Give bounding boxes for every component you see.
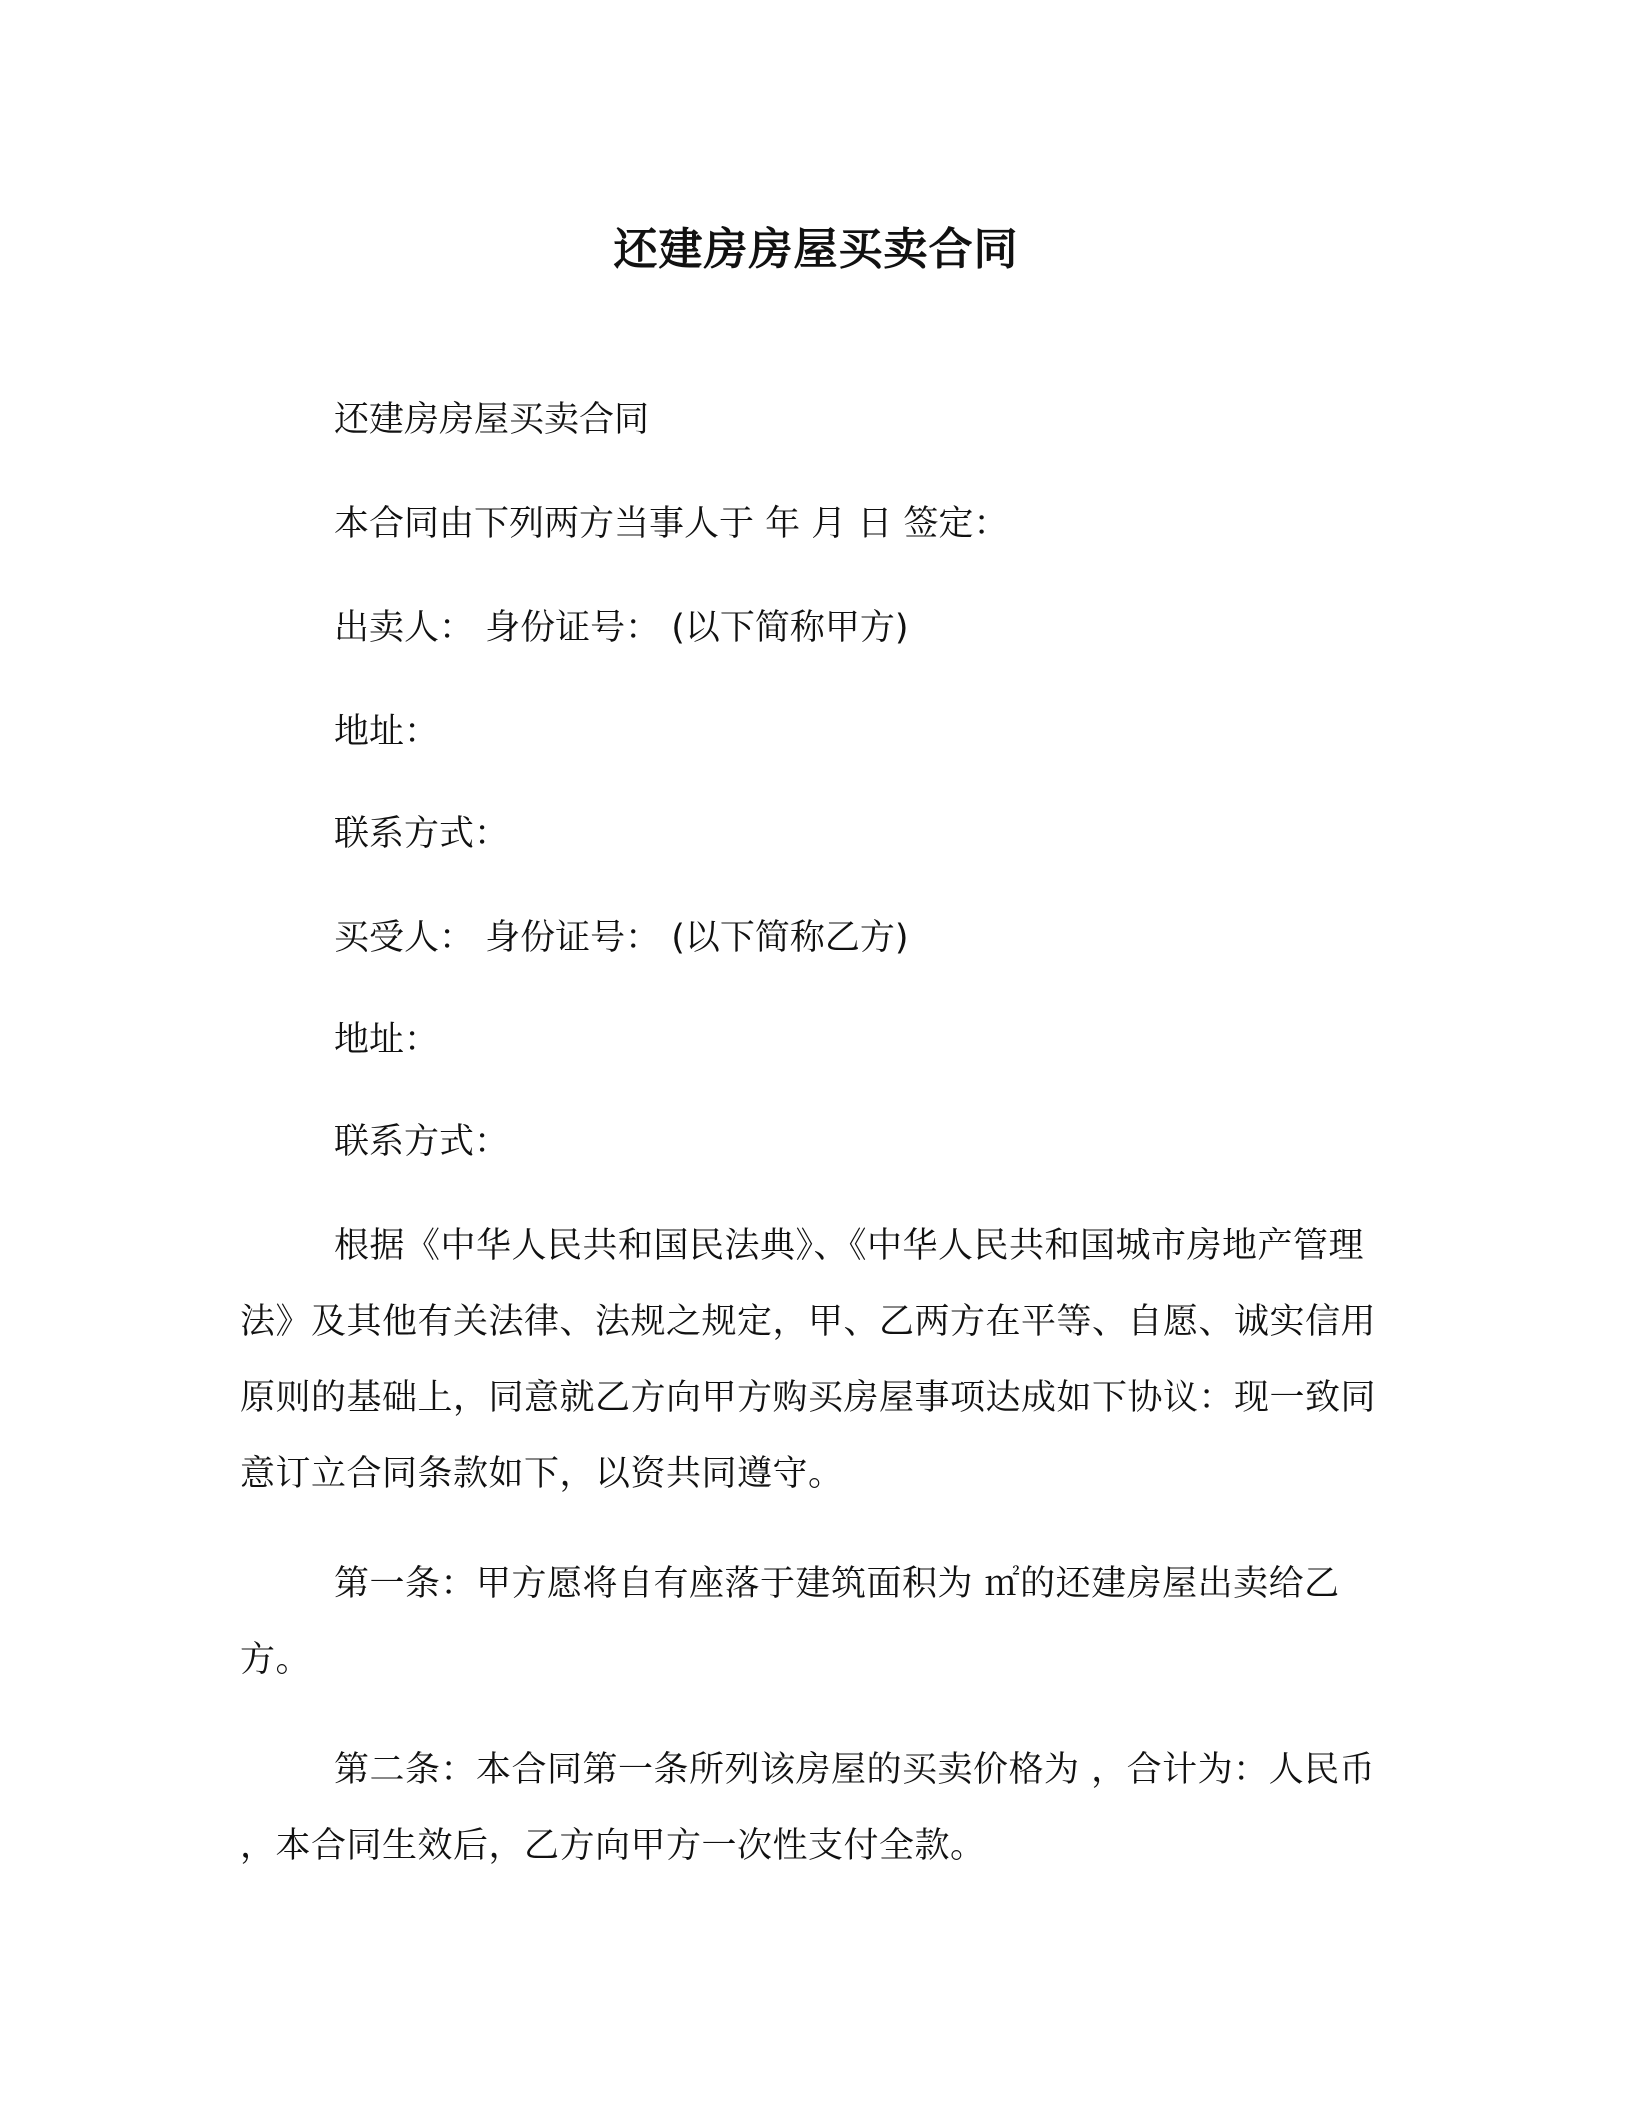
article-one-paragraph: 第一条：甲方愿将自有座落于建筑面积为 ㎡的还建房屋出卖给乙方。 [240, 1564, 1340, 1680]
document-title: 还建房房屋买卖合同 [613, 224, 1019, 275]
article-two-paragraph: 第二条：本合同第一条所列该房屋的买卖价格为 ，合计为：人民币 ，本合同生效后，乙方向甲方一次性支付全款。 [240, 1750, 1376, 1866]
subtitle-line: 还建房房屋买卖合同 [334, 400, 650, 440]
buyer-contact-line: 联系方式： [334, 1122, 510, 1162]
seller-address-line: 地址： [334, 712, 440, 752]
buyer-line: 买受人： 身份证号： (以下简称乙方) [334, 918, 909, 958]
buyer-address-line: 地址： [334, 1020, 440, 1060]
signing-date-line: 本合同由下列两方当事人于 年 月 日 签定： [334, 504, 1009, 544]
preamble-paragraph: 根据《中华人民共和国民法典》、《中华人民共和国城市房地产管理法》及其他有关法律、法规之规定，甲、乙两方在平等、自愿、诚实信用原则的基础上，同意就乙方向甲方购买房屋事项达成如下协议：现一致同意订立合同条款如下，以资共同遵守。 [240, 1226, 1377, 1494]
seller-line: 出卖人： 身份证号： (以下简称甲方) [334, 608, 909, 648]
seller-contact-line: 联系方式： [334, 814, 510, 854]
